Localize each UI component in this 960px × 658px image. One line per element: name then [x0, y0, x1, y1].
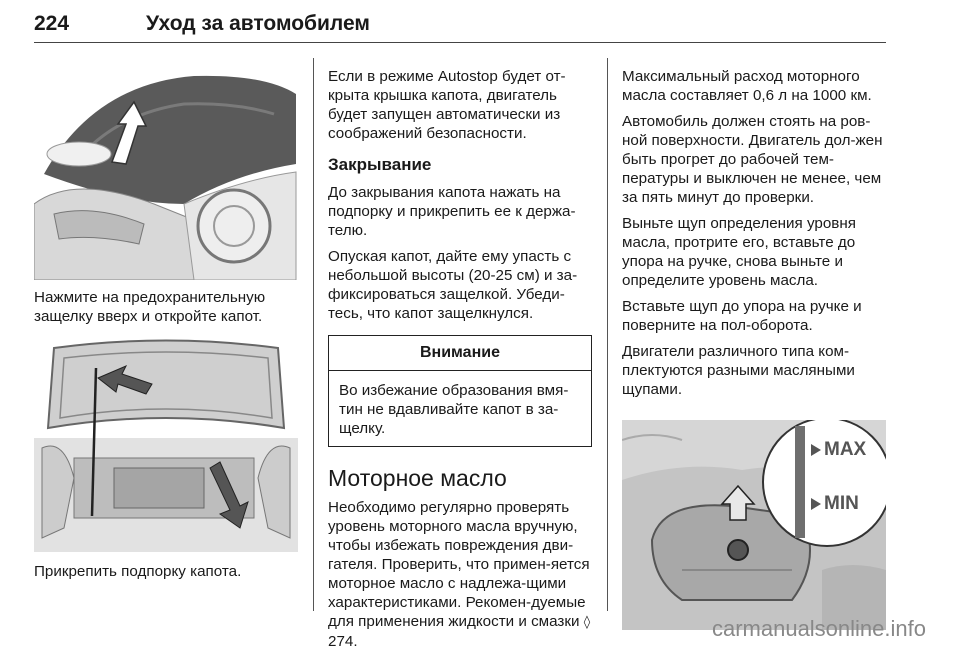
paragraph-text: Необходимо регулярно проверять уровень моторного масла вручную, чтобы избежать повреждения дви-гателя. Проверить, что примен-яется моторное масло с надлежа-щими характеристиками. Рекомен-дуемые для применения жидкости и смазки — [328, 499, 590, 630]
dipstick-figure — [622, 420, 886, 630]
paragraph: Выньте щуп определения уровня масла, протрите его, вставьте до упора на ручке, снова выньте и определите уровень масла. — [622, 215, 856, 289]
hood-latch-illustration — [34, 54, 298, 280]
paragraph — [328, 498, 592, 651]
column-1 — [34, 54, 298, 581]
figure-caption: Нажмите на предохранительную защелку вверх и откройте капот. — [34, 289, 266, 325]
paragraph: Опуская капот, дайте ему упасть с небольшой высоты (20-25 см) и за-фиксироваться защелкой. Убеди-тесь, что капот защелкнулся. — [328, 248, 578, 322]
section-heading-closing: Закрывание — [328, 155, 432, 174]
dipstick-max-label: MAX — [824, 439, 867, 460]
figure-caption: Прикрепить подпорку капота. — [34, 563, 242, 580]
page-title: Уход за автомобилем — [146, 12, 370, 35]
watermark: carmanualsonline.info — [711, 616, 926, 641]
column-3 — [622, 67, 886, 630]
warning-text: Во избежание образования вмя-тин не вдавливайте капот в за-щелку. — [339, 382, 569, 437]
dipstick-min-label: MIN — [824, 493, 859, 514]
column-divider — [313, 58, 314, 611]
page-reference-icon: ◊ — [583, 615, 591, 630]
paragraph: Вставьте щуп до упора на ручке и поверните на пол-оборота. — [622, 298, 862, 334]
page-reference[interactable]: 274. — [328, 633, 358, 650]
page-number: 224 — [34, 12, 70, 35]
paragraph: Максимальный расход моторного масла составляет 0,6 л на 1000 км. — [622, 68, 872, 104]
paragraph: До закрывания капота нажать на подпорку и прикрепить ее к держа-телю. — [328, 184, 576, 239]
column-divider — [607, 58, 608, 611]
section-heading-engine-oil: Моторное масло — [328, 465, 507, 491]
paragraph: Двигатели различного типа ком-плектуются разными масляными щупами. — [622, 343, 855, 398]
warning-box — [328, 335, 592, 447]
column-2 — [328, 67, 592, 658]
hood-prop-illustration — [34, 338, 298, 552]
warning-title: Внимание — [329, 336, 591, 371]
page-header — [34, 12, 886, 43]
paragraph: Если в режиме Autostop будет от-крыта крышка капота, двигатель будет запущен автоматически из соображений безопасности. — [328, 68, 566, 142]
paragraph: Автомобиль должен стоять на ров-ной поверхности. Двигатель дол-жен быть прогрет до рабочей тем-пературы и выключен не менее, чем за пять минут до проверки. — [622, 113, 883, 206]
